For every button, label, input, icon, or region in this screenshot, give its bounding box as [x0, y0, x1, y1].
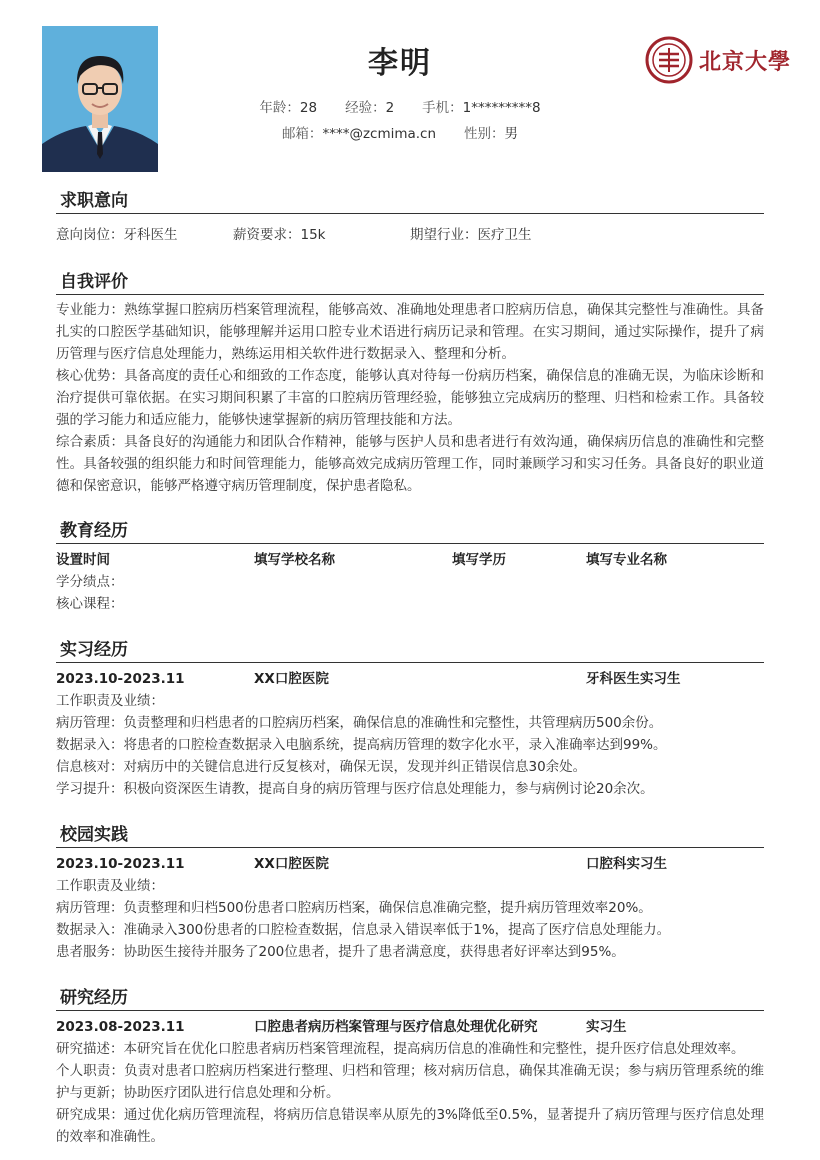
self-evaluation-section: [56, 269, 764, 497]
phone-value: 1*********8: [462, 100, 541, 116]
research-header-row: [56, 1016, 764, 1038]
evaluation-paragraph: 综合素质：具备良好的沟通能力和团队合作精神，能够与医护人员和患者进行有效沟通，确保病历信息的准确性和完整性。具备较强的组织能力和时间管理能力，能够高效完成病历管理工作，同时兼顾学习和实习任务。具备良好的职业道德和保密意识，能够严格遵守病历管理制度，保护患者隐私。: [56, 434, 764, 494]
section-title: 教育经历: [56, 518, 764, 544]
campus-header-row: [56, 853, 764, 875]
email-value: ****@zcmima.cn: [322, 126, 437, 142]
evaluation-paragraph: 核心优势：具备高度的责任心和细致的工作态度，能够认真对待每一份病历档案，确保信息的准确无误，为临床诊断和治疗提供可靠依据。在实习期间积累了丰富的口腔病历管理经验，能够独立完成病历的整理、归档和检索工作。具备较强的学习能力和适应能力，能够快速掌握新的病历管理技能和方法。: [56, 368, 764, 428]
email-label: 邮箱：: [281, 126, 323, 142]
research-line: 研究成果：通过优化病历管理流程，将病历信息错误率从原先的3%降低至0.5%，显著提升了病历管理与医疗信息处理的效率和准确性。: [56, 1107, 764, 1145]
education-school: 填写学校名称: [254, 552, 335, 568]
section-title: 求职意向: [56, 188, 764, 214]
education-courses: 核心课程：: [56, 596, 124, 612]
internship-line: 学习提升：积极向资深医生请教，提高自身的病历管理与医疗信息处理能力，参与病例讨论20余次。: [56, 781, 654, 797]
self-evaluation-body: [56, 299, 764, 497]
salary-expectation: 薪资要求：15k: [233, 227, 326, 243]
campus-line: 患者服务：协助医生接待并服务了200位患者，提升了患者满意度，获得患者好评率达到95%。: [56, 944, 625, 960]
campus-time: 2023.10-2023.11: [56, 856, 185, 872]
internship-time: 2023.10-2023.11: [56, 671, 185, 687]
research-line: 研究描述：本研究旨在优化口腔患者病历档案管理流程，提高病历信息的准确性和完整性，提升医疗信息处理效率。: [56, 1041, 745, 1057]
internship-org: XX口腔医院: [254, 671, 329, 687]
section-title: 校园实践: [56, 822, 764, 848]
experience-value: 2: [385, 100, 395, 116]
research-role: 实习生: [586, 1019, 627, 1035]
university-logo: [645, 36, 791, 84]
campus-line: 病历管理：负责整理和归档500份患者口腔病历档案，确保信息准确完整，提升病历管理效率20%。: [56, 900, 652, 916]
job-intent-row: [56, 224, 764, 246]
campus-role: 口腔科实习生: [586, 856, 667, 872]
internship-section: [56, 637, 764, 800]
age-value: 28: [299, 100, 318, 116]
university-logo-text: 北京大學: [699, 48, 792, 75]
education-degree: 填写学历: [452, 552, 506, 568]
expected-industry: 期望行业：医疗卫生: [410, 227, 532, 243]
internship-line: 数据录入：将患者的口腔检查数据录入电脑系统，提高病历管理的数字化水平，录入准确率达到99%。: [56, 737, 667, 753]
education-time: 设置时间: [56, 552, 110, 568]
section-title: 研究经历: [56, 985, 764, 1011]
education-section: [56, 518, 764, 615]
university-seal-icon: [645, 36, 693, 84]
campus-practice-section: [56, 822, 764, 963]
internship-line: 工作职责及业绩：: [56, 693, 164, 709]
section-title: 自我评价: [56, 269, 764, 295]
internship-line: 信息核对：对病历中的关键信息进行反复核对，确保无误，发现并纠正错误信息30余处。: [56, 759, 587, 775]
basic-info-row-1: [0, 96, 800, 116]
internship-role: 牙科医生实习生: [586, 671, 681, 687]
gender-label: 性别：: [464, 126, 505, 142]
research-time: 2023.08-2023.11: [56, 1019, 185, 1035]
education-major: 填写专业名称: [586, 552, 667, 568]
basic-info-row-2: [0, 122, 800, 142]
education-header-row: [56, 549, 764, 571]
internship-header-row: [56, 668, 764, 690]
section-title: 实习经历: [56, 637, 764, 663]
campus-line: 数据录入：准确录入300份患者的口腔检查数据，信息录入错误率低于1%，提高了医疗信息处理能力。: [56, 922, 671, 938]
research-line: 个人职责：负责对患者口腔病历档案进行整理、归档和管理；核对病历信息，确保其准确无误；参与病历管理系统的维护与更新；协助医疗团队进行信息处理和分析。: [56, 1063, 764, 1101]
phone-label: 手机：: [422, 100, 463, 116]
research-topic: 口腔患者病历档案管理与医疗信息处理优化研究: [254, 1019, 538, 1035]
intended-position: 意向岗位：牙科医生: [56, 227, 178, 243]
job-intent-section: [56, 188, 764, 246]
age-label: 年龄：: [259, 100, 300, 116]
research-section: [56, 985, 764, 1148]
internship-line: 病历管理：负责整理和归档患者的口腔病历档案，确保信息的准确性和完整性，共管理病历500余份。: [56, 715, 663, 731]
campus-org: XX口腔医院: [254, 856, 329, 872]
campus-line: 工作职责及业绩：: [56, 878, 164, 894]
evaluation-paragraph: 专业能力：熟练掌握口腔病历档案管理流程，能够高效、准确地处理患者口腔病历信息，确保其完整性与准确性。具备扎实的口腔医学基础知识，能够理解并运用口腔专业术语进行病历记录和管理。在实习期间，通过实际操作，提升了病历管理与医疗信息处理能力，熟练运用相关软件进行数据录入、整理和分析。: [56, 302, 764, 362]
experience-label: 经验：: [345, 100, 386, 116]
education-gpa: 学分绩点：: [56, 574, 124, 590]
candidate-name: 李明: [368, 46, 432, 81]
gender-value: 男: [504, 126, 519, 142]
